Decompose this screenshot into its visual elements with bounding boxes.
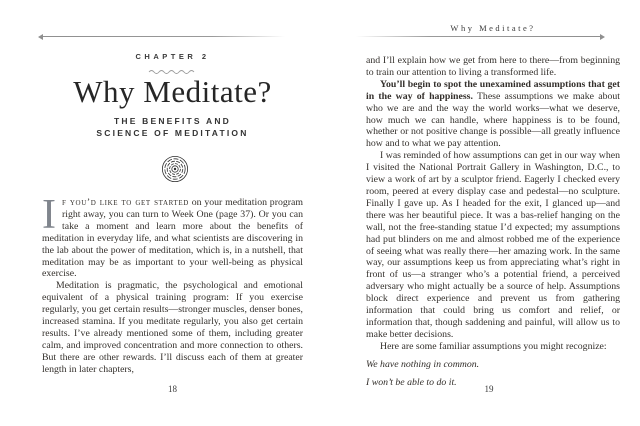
chapter-label: CHAPTER 2: [135, 52, 210, 61]
page-number-left: 18: [168, 384, 177, 394]
left-page-body-text: [42, 192, 303, 376]
mandala-ornament-icon: [161, 155, 189, 188]
paragraph-text: on your meditation program right away, you can turn to Week One (page 37). Or you can take a moment and learn more about the benefits of meditation in everyday life, and what scientists are discovering in the lab about the power of meditation, which is, in a nutshell, that meditation may be as important to your well-being as physical exercise.: [42, 197, 303, 280]
running-head: Why Meditate?: [450, 23, 536, 33]
paragraph: [366, 79, 620, 150]
paragraph: Meditation is pragmatic, the psychological and emotional equivalent of a physical training program: If you exercise regularly, you get certain results—stronger muscles, denser bones, increased stamina. If you meditate regularly, you also get certain results. I’ve already mentioned some of them, including greater calm, and improved concentration and more connection to others. But there are other rewards. I’ll discuss each of them at greater length in later chapters,: [42, 280, 303, 375]
right-page-body-text: [366, 55, 620, 388]
chapter-subtitle-line1: THE BENEFITS AND: [113, 116, 232, 126]
right-page-head-rule: [356, 36, 600, 37]
chapter-title: Why Meditate?: [73, 74, 272, 109]
dropcap-letter: I: [42, 192, 56, 238]
italic-assumption-line: I won’t be able to do it.: [366, 376, 457, 388]
smallcaps-lead-in: f you’d like to get started: [62, 197, 189, 208]
chapter-subtitle-line2: SCIENCE OF MEDITATION: [96, 128, 249, 138]
bold-lead-sentence: You’ll begin to spot the unexamined assumptions that get in the way of happiness.: [366, 78, 620, 102]
left-page-head-rule: [43, 36, 285, 37]
chapter-subtitle: [42, 115, 303, 139]
paragraph: I was reminded of how assumptions can get in our way when I visited the National Portrait Gallery in Washington, D.C., to view a work of art by a sculptor friend. Eagerly I checked every room, peered at every display case and pedestal—no sculpture. Finally I gave up. As I headed for the exit, I glanced up—and there was her beautiful piece. It was a bas-relief hanging on the wall, not the free-standing statue I’d expected; my assumptions had put blinders on me and almost robbed me of the experience of seeing what was really there—her amazing work. In the same way, our assumptions keep us from appreciating what’s right in front of us—a stranger who’s a potential friend, a perceived adversary who might actually be a source of help. Assumptions block direct experience and prevent us from gathering information that could bring us comfort and relief, or information that, though saddening and painful, will allow us to make better decisions.: [366, 150, 620, 340]
italic-assumption-line: We have nothing in common.: [366, 358, 480, 370]
rule-arrow-right-icon: [600, 34, 605, 40]
paragraph-text: These assumptions we make about who we are and the way the world works—what we deserve, how much we can handle, where happiness is to be found, whether or not positive change is possible—all greatly influence how and to what we pay attention.: [366, 90, 620, 150]
paragraph: [42, 192, 303, 280]
paragraph: and I’ll explain how we get from here to there—from beginning to train our attention to living a transformed life.: [366, 55, 620, 78]
page-number-right: 19: [484, 384, 494, 394]
paragraph: Here are some familiar assumptions you might recognize:: [380, 340, 607, 352]
